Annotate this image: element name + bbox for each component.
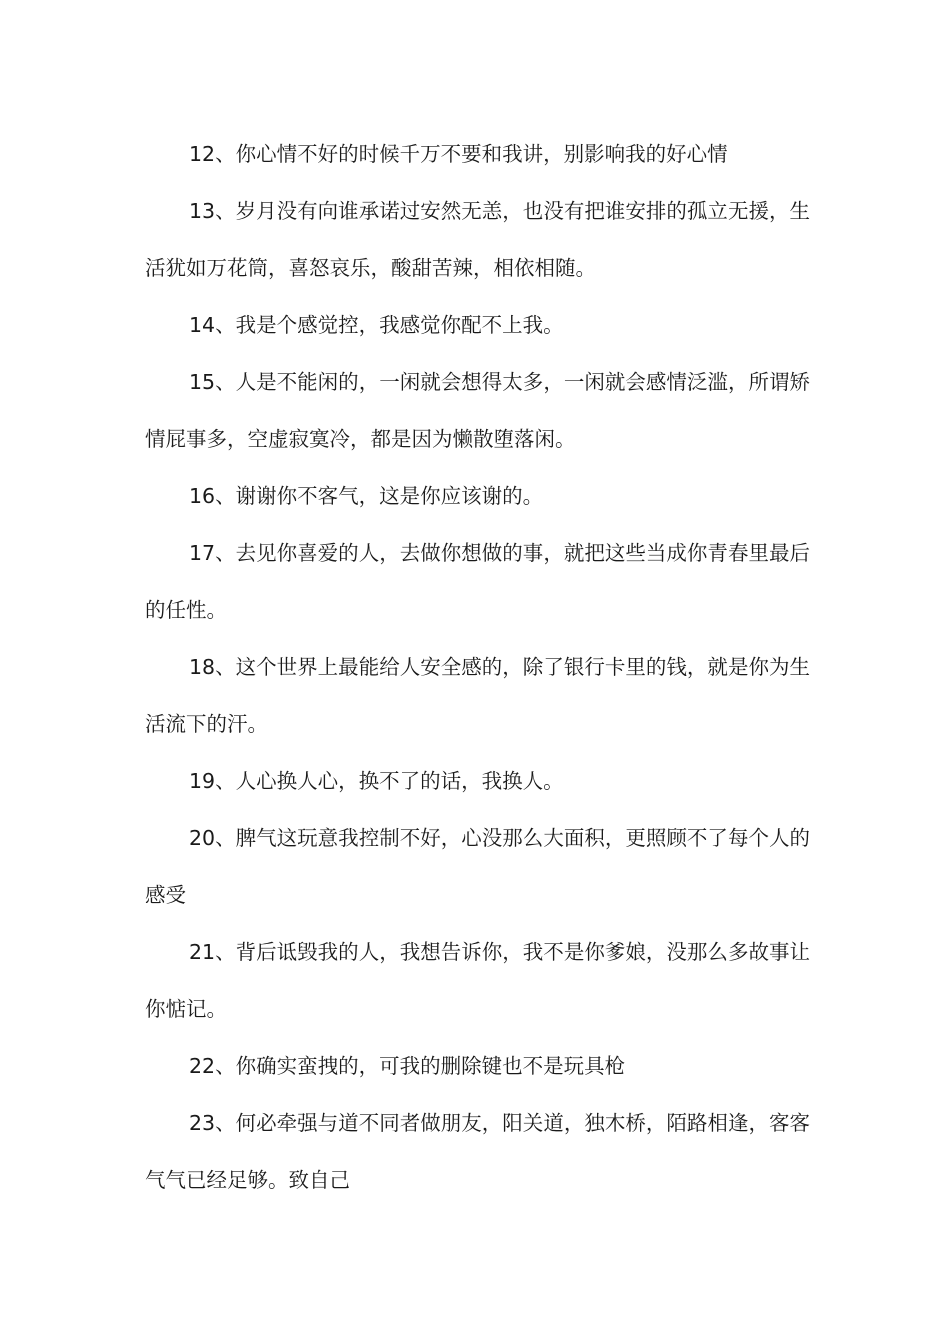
paragraph-22: 22、你确实蛮拽的，可我的删除键也不是玩具枪 [189,1054,626,1078]
paragraph-23: 23、何必牵强与道不同者做朋友，阳关道，独木桥，陌路相逢，客客气气已经足够。致自己 [145,1111,810,1192]
paragraph-15: 15、人是不能闲的，一闲就会想得太多，一闲就会感情泛滥，所谓矫情屁事多，空虚寂寞冷，都是因为懒散堕落闲。 [145,370,810,451]
paragraph-14: 14、我是个感觉控，我感觉你配不上我。 [189,313,564,337]
paragraph-21: 21、背后诋毁我的人，我想告诉你，我不是你爹娘，没那么多故事让你惦记。 [145,940,810,1021]
document-body [145,126,810,1209]
paragraph-16: 16、谢谢你不客气，这是你应该谢的。 [189,484,544,508]
paragraph-17: 17、去见你喜爱的人，去做你想做的事，就把这些当成你青春里最后的任性。 [145,541,810,622]
paragraph-12: 12、你心情不好的时候千万不要和我讲，别影响我的好心情 [189,142,728,166]
paragraph-13: 13、岁月没有向谁承诺过安然无恙，也没有把谁安排的孤立无援，生活犹如万花筒，喜怒哀乐，酸甜苦辣，相依相随。 [145,199,810,280]
paragraph-19: 19、人心换人心，换不了的话，我换人。 [189,769,564,793]
paragraph-18: 18、这个世界上最能给人安全感的，除了银行卡里的钱，就是你为生活流下的汗。 [145,655,810,736]
paragraph-20: 20、脾气这玩意我控制不好，心没那么大面积，更照顾不了每个人的感受 [145,826,810,907]
